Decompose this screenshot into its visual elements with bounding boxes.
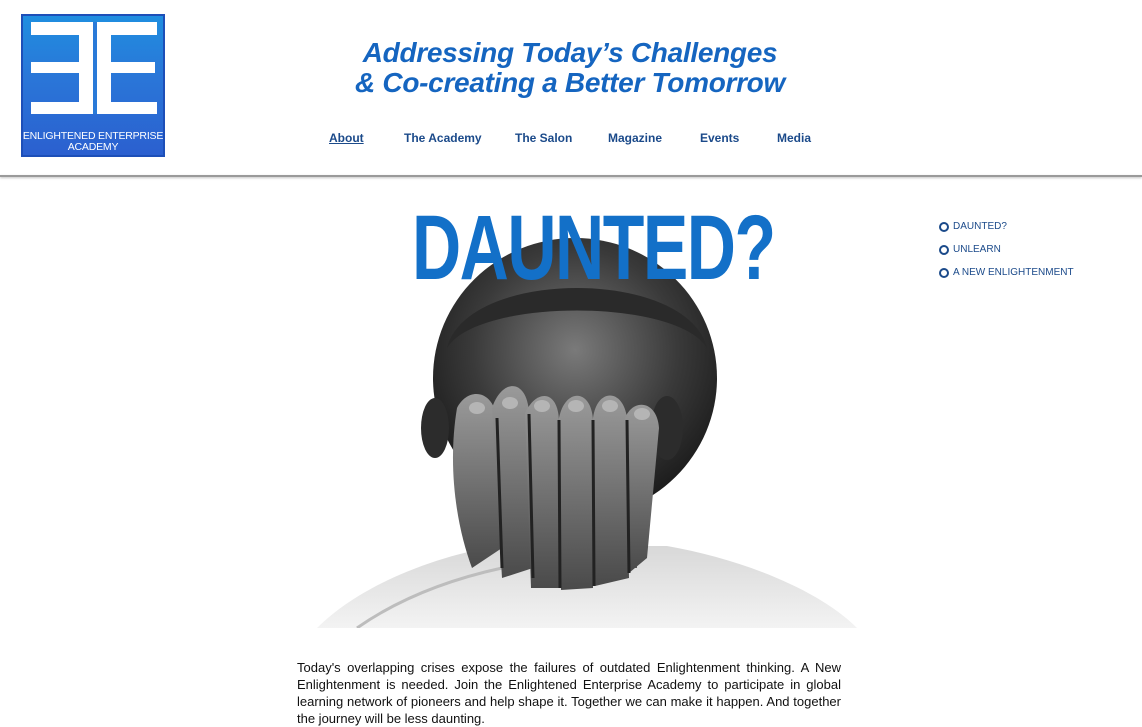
logo-text-line2: ACADEMY	[67, 141, 119, 153]
section-nav	[939, 217, 1129, 286]
nav-item-the-academy[interactable]: The Academy	[404, 131, 482, 145]
circle-bullet-icon	[939, 222, 949, 232]
hero-title: DAUNTED?	[412, 197, 775, 299]
tagline-line2: & Co-creating a Better Tomorrow	[355, 67, 785, 98]
tagline-line1: Addressing Today’s Challenges	[362, 37, 778, 68]
header-divider	[0, 175, 1142, 177]
nav-item-media[interactable]: Media	[777, 131, 812, 145]
logo-text-line1: ENLIGHTENED ENTERPRISE	[22, 130, 164, 142]
section-nav-label: A NEW ENLIGHTENMENT	[953, 267, 1074, 278]
circle-bullet-icon	[939, 268, 949, 278]
nav-item-about[interactable]: About	[329, 131, 364, 145]
main-nav	[0, 131, 1142, 147]
nav-item-magazine[interactable]: Magazine	[608, 131, 663, 145]
section-nav-item-new-enlightenment[interactable]	[939, 259, 1129, 286]
circle-bullet-icon	[939, 245, 949, 255]
nav-item-the-salon[interactable]: The Salon	[515, 131, 573, 145]
tagline	[300, 38, 840, 98]
site-header	[0, 0, 1142, 176]
intro-paragraph: Today's overlapping crises expose the failures of outdated Enlightenment thinking. A New Enlightenment is needed. Join the Enlightened Enterprise Academy to participate in global learning network of pioneers and help shape it. Together we can make it happen. And together the journey will be less daunting.	[297, 660, 841, 726]
nav-item-events[interactable]: Events	[700, 131, 740, 145]
section-nav-label: UNLEARN	[953, 244, 1001, 255]
section-nav-label: DAUNTED?	[953, 221, 1007, 232]
